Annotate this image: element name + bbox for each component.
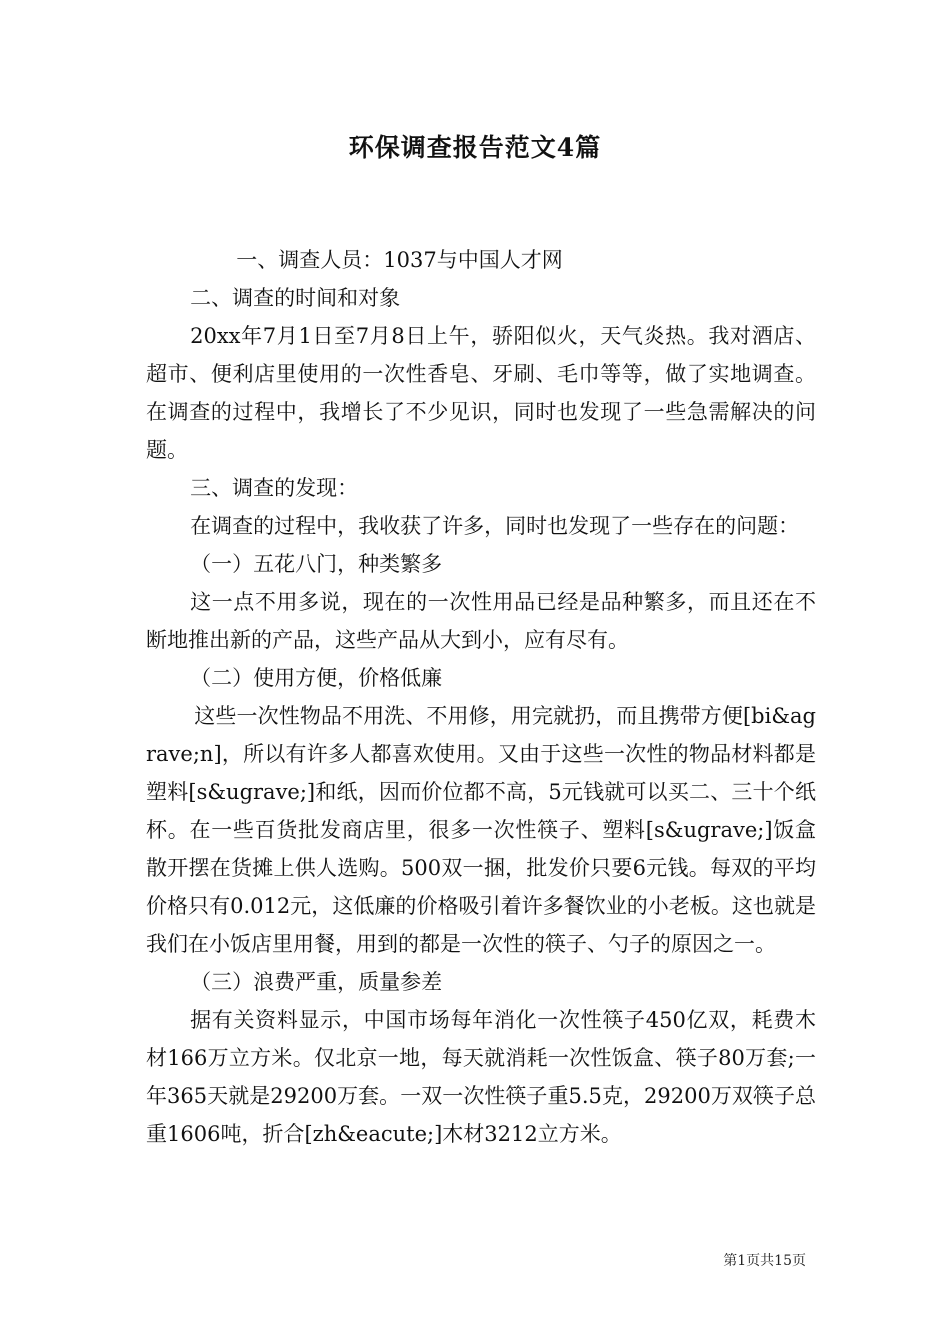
paragraph-convenience: 这些一次性物品不用洗、不用修，用完就扔，而且携带方便[bi&agrave;n]，所以有许多人都喜欢使用。又由于这些一次性的物品材料都是塑料[s&ugrave;]和纸，因而价位都不高，5元钱就可以买二、三十个纸杯。在一些百货批发商店里，很多一次性筷子、塑料[s&ugrave;]饭盒散开摆在货摊上供人选购。500双一捆，批发价只要6元钱。每双的平均价格只有0.012元，这低廉的价格吸引着许多餐饮业的小老板。这也就是我们在小饭店里用餐，用到的都是一次性的筷子、勺子的原因之一。 [146,704,816,956]
page-number: 第1页共15页 [723,1253,806,1269]
paragraph-findings-intro: 在调查的过程中，我收获了许多，同时也发现了一些存在的问题： [190,514,800,538]
paragraph-heading-time-object: 二、调查的时间和对象 [190,286,401,310]
paragraph-subheading-3: （三）浪费严重，质量参差 [190,970,443,994]
paragraph-heading-findings: 三、调查的发现： [190,476,359,500]
paragraph-survey-staff: 一、调查人员：1037与中国人才网 [236,248,563,272]
paragraph-waste: 据有关资料显示，中国市场每年消化一次性筷子450亿双，耗费木材166万立方米。仅北京一地，每天就消耗一次性饭盒、筷子80万套;一年365天就是29200万套。一双一次性筷子重5.5克，29200万双筷子总重1606吨，折合[zh&eacute;]木材3212立方米。 [146,1008,816,1146]
paragraph-variety: 这一点不用多说，现在的一次性用品已经是品种繁多，而且还在不断地推出新的产品，这些产品从大到小，应有尽有。 [146,590,816,652]
paragraph-subheading-1: （一）五花八门，种类繁多 [190,552,443,576]
document-body [146,241,816,1153]
paragraph-time-object: 20xx年7月1日至7月8日上午，骄阳似火，天气炎热。我对酒店、超市、便利店里使用的一次性香皂、牙刷、毛巾等等，做了实地调查。在调查的过程中，我增长了不少见识，同时也发现了一些急需解决的问题。 [146,324,816,462]
paragraph-subheading-2: （二）使用方便，价格低廉 [190,666,443,690]
document-title: 环保调查报告范文4篇 [348,133,602,162]
